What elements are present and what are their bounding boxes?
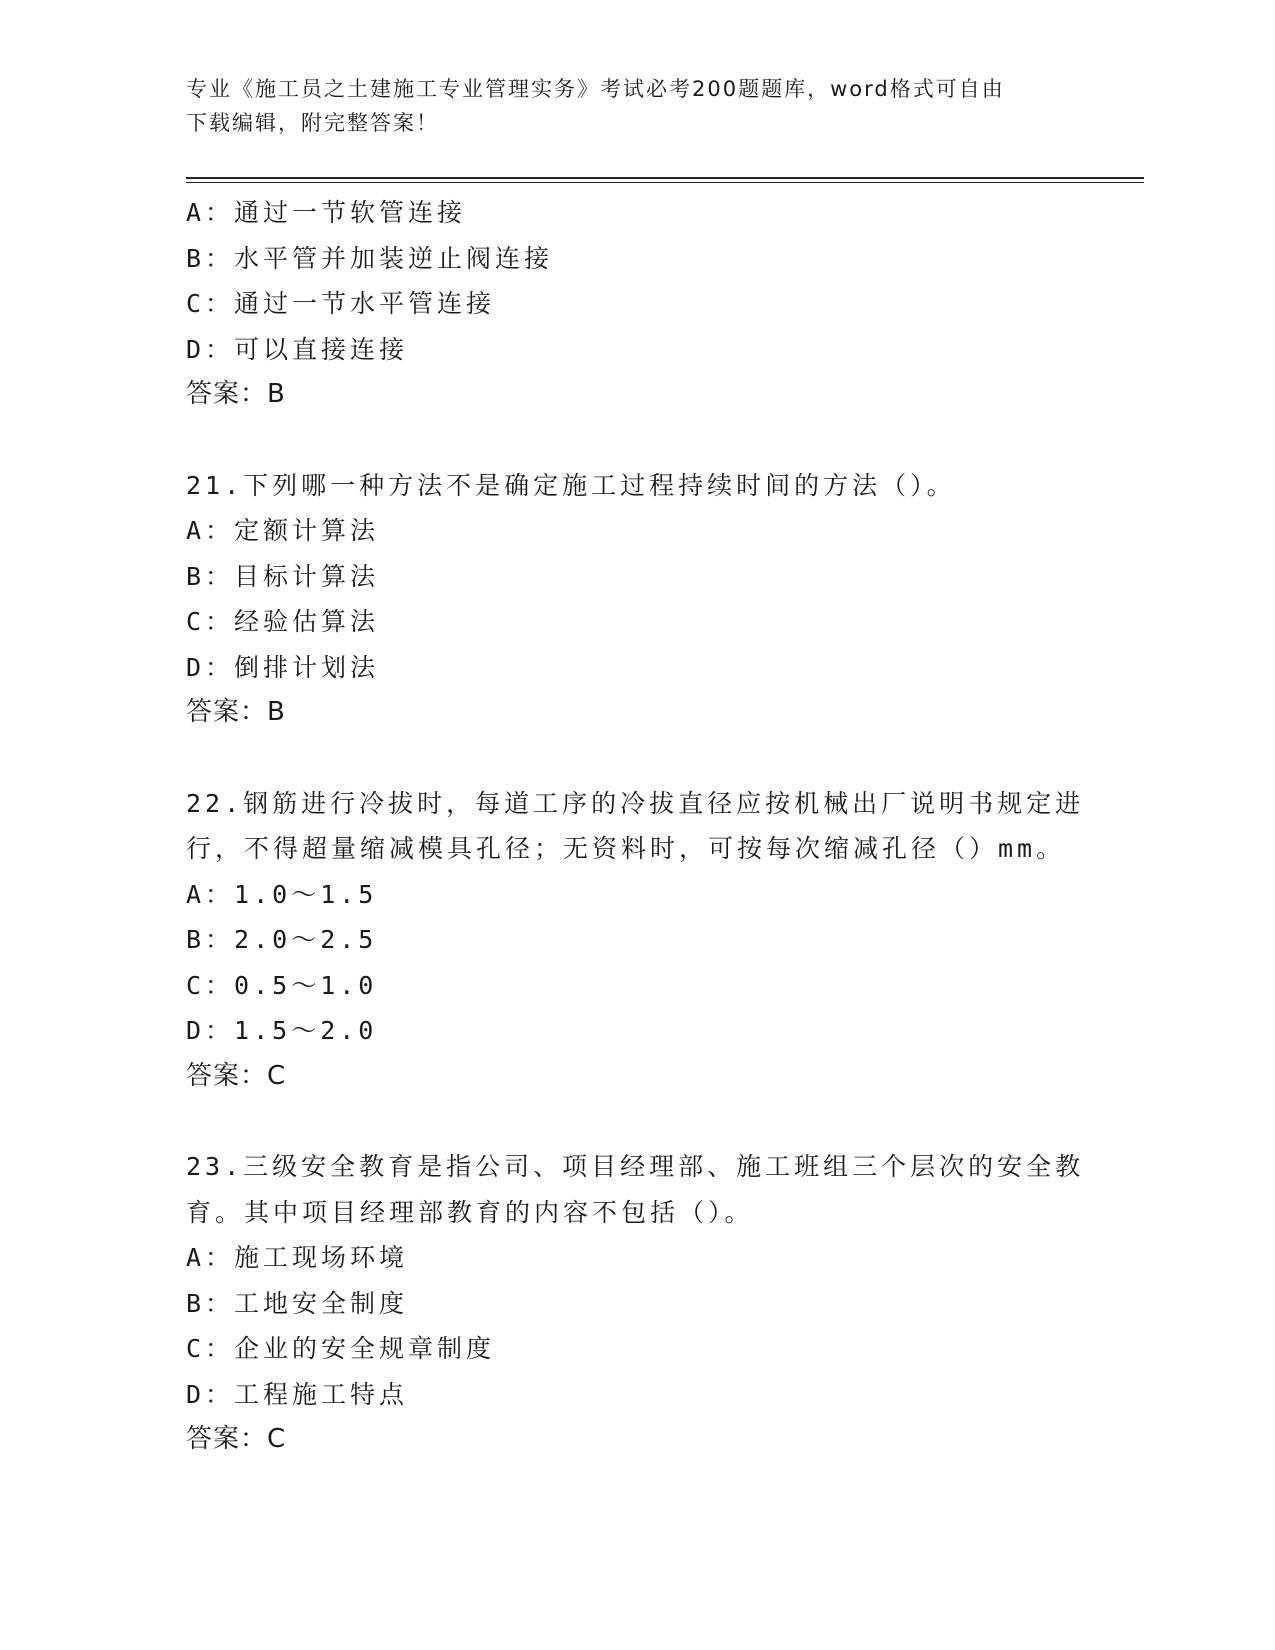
option-c: C：通过一节水平管连接 [186,289,496,318]
answer: 答案：B [186,697,286,727]
option-a: A：通过一节软管连接 [186,198,467,227]
block-spacer [186,1099,1086,1144]
header-divider [186,177,1144,179]
question-block [186,781,1086,1100]
header-line-2: 下载编辑，附完整答案！ [186,111,439,135]
question-text: 21.下列哪一种方法不是确定施工过程持续时间的方法（）。 [186,470,956,500]
answer: 答案：C [186,1060,287,1091]
option-a: A：1.0～1.5 [186,879,378,909]
option-a: A：定额计算法 [186,516,380,545]
option-b: B：目标计算法 [186,561,380,591]
option-d: D：工程施工特点 [186,1379,409,1409]
header-line-1: 专业《施工员之土建施工专业管理实务》考试必考200题题库，word格式可自由 [186,77,1005,101]
option-c: C：企业的安全规章制度 [186,1334,496,1363]
question-text-cont: 行，不得超量缩减模具孔径；无资料时，可按每次缩减孔径（）mm。 [186,834,1066,863]
document-header [186,72,1066,140]
answer: 答案：C [186,1424,287,1454]
answer: 答案：B [186,379,286,409]
option-b: B：水平管并加装逆止阀连接 [186,243,554,273]
question-text: 23.三级安全教育是指公司、项目经理部、施工班组三个层次的安全教 [186,1152,1085,1181]
question-list [186,190,1086,1463]
option-d: D：1.5～2.0 [186,1016,378,1045]
option-b: B：2.0～2.5 [186,925,378,954]
header-divider-thin [186,182,1144,183]
option-b: B：工地安全制度 [186,1288,409,1318]
option-c: C：经验估算法 [186,607,380,636]
option-d: D：可以直接连接 [186,334,409,364]
question-text: 22.钢筋进行冷拔时，每道工序的冷拔直径应按机械出厂说明书规定进 [186,788,1085,818]
question-block [186,463,1086,736]
option-c: C：0.5～1.0 [186,970,378,1000]
question-block [186,1144,1086,1463]
block-spacer [186,736,1086,781]
block-spacer [186,418,1086,463]
option-d: D：倒排计划法 [186,652,380,682]
question-text-cont: 育。其中项目经理部教育的内容不包括（）。 [186,1197,754,1227]
question-block [186,190,1086,418]
option-a: A：施工现场环境 [186,1243,409,1272]
